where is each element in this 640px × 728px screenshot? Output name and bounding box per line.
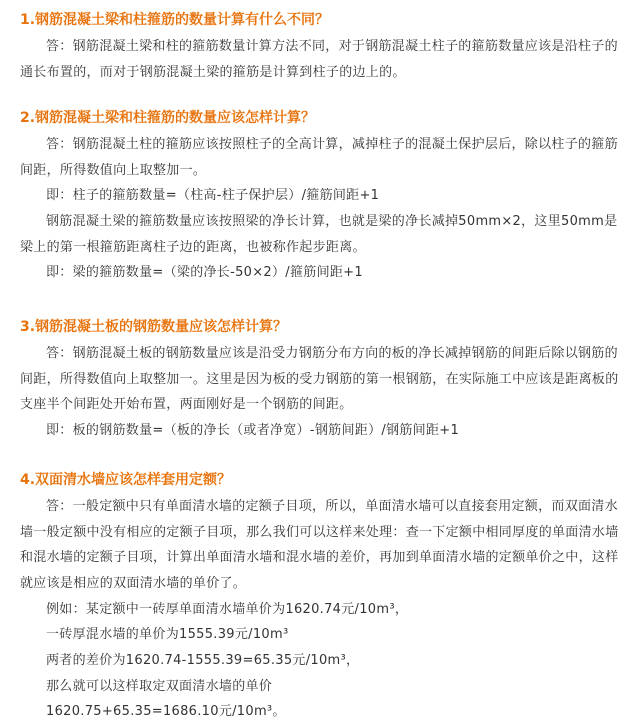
section-4-example-4: 那么就可以这样取定双面清水墙的单价 [46, 679, 273, 694]
section-4-example-3: 两者的差价为1620.74-1555.39=65.35元/10m³， [46, 653, 360, 668]
section-2-column-formula: 即：柱子的箍筋数量=（柱高-柱子保护层）/箍筋间距+1 [46, 188, 380, 203]
section-2-beam-formula: 即：梁的箍筋数量=（梁的净长-50×2）/箍筋间距+1 [46, 265, 363, 280]
section-4-heading: 4.双面清水墙应该怎样套用定额？ [20, 472, 232, 488]
section-4-answer: 答：一般定额中只有单面清水墙的定额子目项，所以，单面清水墙可以直接套用定额，而双面清水墙一般定额中没有相应的定额子目项，那么我们可以这样来处理：查一下定额中相同厚度的单面清水墙和混水墙的定额子目项，计算出单面清水墙和混水墙的差价，再加到单面清水墙的定额单价之中，这样就应该是相应的双面清水墙的单价了。 [20, 499, 619, 591]
section-2-answer: 答：钢筋混凝土柱的箍筋应该按照柱子的全高计算，减掉柱子的混凝土保护层后，除以柱子的箍筋间距，所得数值向上取整加一。 [20, 137, 618, 178]
section-3-heading: 3.钢筋混凝土板的钢筋数量应该怎样计算？ [20, 319, 288, 335]
section-2-heading: 2.钢筋混凝土梁和柱箍筋的数量应该怎样计算？ [20, 110, 316, 126]
section-4-example-1: 例如：某定额中一砖厚单面清水墙单价为1620.74元/10m³， [46, 602, 409, 617]
section-4-example-2: 一砖厚混水墙的单价为1555.39元/10m³ [46, 627, 289, 642]
section-4-example-5: 1620.75+65.35=1686.10元/10m³。 [46, 704, 286, 719]
section-3-answer: 答：钢筋混凝土板的钢筋数量应该是沿受力钢筋分布方向的板的净长减掉钢筋的间距后除以钢筋的间距，所得数值向上取整加一。这里是因为板的受力钢筋的第一根钢筋，在实际施工中应该是距离板的支座半个间距处开始布置，两面刚好是一个钢筋的间距。 [20, 346, 619, 413]
section-1-answer: 答：钢筋混凝土梁和柱的箍筋数量计算方法不同，对于钢筋混凝土柱子的箍筋数量应该是沿柱子的通长布置的，而对于钢筋混凝土梁的箍筋是计算到柱子的边上的。 [20, 39, 618, 80]
section-1-heading: 1.钢筋混凝土梁和柱箍筋的数量计算有什么不同？ [20, 12, 330, 28]
section-3-formula: 即：板的钢筋数量=（板的净长（或者净宽）-钢筋间距）/钢筋间距+1 [46, 423, 460, 438]
section-2-beam-text: 钢筋混凝土梁的箍筋数量应该按照梁的净长计算，也就是梁的净长减掉50mm×2，这里50mm是梁上的第一根箍筋距离柱子边的距离，也被称作起步距离。 [20, 214, 618, 255]
